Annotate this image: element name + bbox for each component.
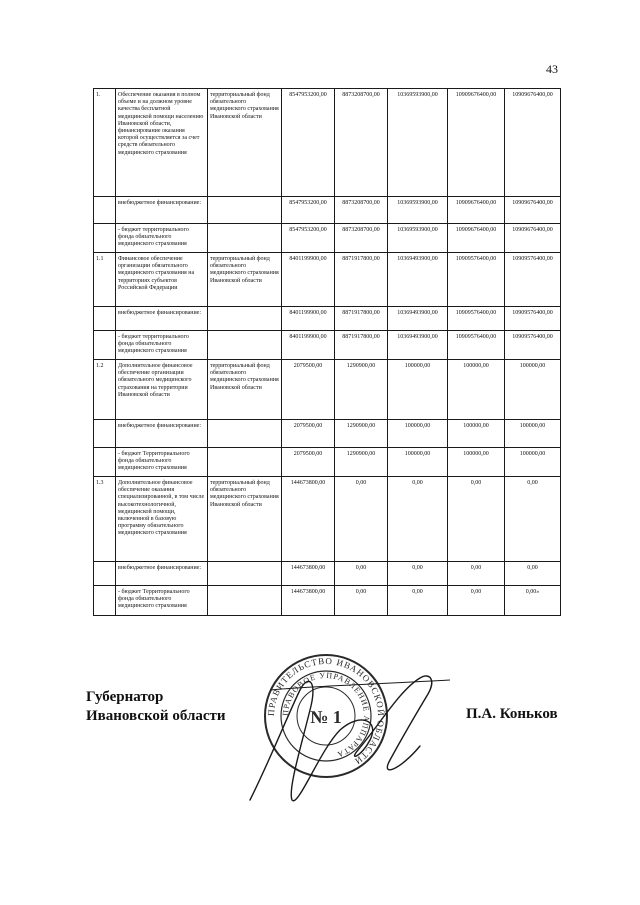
value-year5-cell: 10909576400,00	[505, 331, 561, 360]
value-year1-cell: 8401199900,00	[282, 307, 335, 331]
value-year2-cell: 8871917800,00	[335, 307, 388, 331]
value-year4-cell: 0,00	[448, 477, 505, 562]
row-description-cell: - бюджет Территориального фонда обязательного медицинского страхования	[116, 448, 208, 477]
row-index-cell	[94, 224, 116, 253]
value-year3-cell: 100000,00	[388, 360, 448, 420]
row-description-cell: внебюджетное финансирование:	[116, 197, 208, 224]
value-year3-cell: 10369493900,00	[388, 307, 448, 331]
value-year5-cell: 0,00	[505, 562, 561, 586]
table-row	[94, 562, 561, 586]
row-description-cell: внебюджетное финансирование:	[116, 420, 208, 448]
value-year5-cell: 10909576400,00	[505, 253, 561, 307]
value-year5-cell: 10909676400,00	[505, 89, 561, 197]
value-year2-cell: 8871917800,00	[335, 331, 388, 360]
row-organization-cell	[208, 224, 282, 253]
financing-table	[93, 88, 561, 616]
table-row	[94, 307, 561, 331]
value-year3-cell: 0,00	[388, 562, 448, 586]
value-year1-cell: 8547953200,00	[282, 197, 335, 224]
value-year4-cell: 10909576400,00	[448, 331, 505, 360]
row-description-cell: Дополнительное финансовое обеспечение оказания специализированной, в том числе высокотехнологичной, медицинской помощи, включенной в базовую программу обязательного медицинского страхования	[116, 477, 208, 562]
value-year3-cell: 10369493900,00	[388, 253, 448, 307]
value-year3-cell: 0,00	[388, 586, 448, 616]
row-description-cell: - бюджет территориального фонда обязательного медицинского страхования	[116, 331, 208, 360]
table-row	[94, 477, 561, 562]
row-organization-cell	[208, 448, 282, 477]
table-row	[94, 448, 561, 477]
value-year5-cell: 100000,00	[505, 448, 561, 477]
value-year2-cell: 1290900,00	[335, 448, 388, 477]
row-organization-cell: территориальный фонд обязательного медицинского страхования Ивановской области	[208, 360, 282, 420]
row-index-cell	[94, 448, 116, 477]
row-description-cell: внебюджетное финансирование:	[116, 307, 208, 331]
value-year3-cell: 0,00	[388, 477, 448, 562]
row-description-cell: - бюджет Территориального фонда обязательного медицинского страхования	[116, 586, 208, 616]
table-row	[94, 253, 561, 307]
seal-number: № 1	[310, 707, 342, 727]
signature-title	[86, 688, 226, 726]
value-year4-cell: 10909576400,00	[448, 307, 505, 331]
value-year4-cell: 0,00	[448, 586, 505, 616]
row-index-cell: 1.1	[94, 253, 116, 307]
row-description-cell: Дополнительное финансовое обеспечение организации обязательного медицинского страхования на территории Ивановской области	[116, 360, 208, 420]
value-year3-cell: 100000,00	[388, 448, 448, 477]
row-organization-cell	[208, 307, 282, 331]
seal-inner-text: ПРАВОВОЕ УПРАВЛЕНИЕ АППАРАТА	[280, 670, 372, 760]
table-row	[94, 224, 561, 253]
value-year5-cell: 100000,00	[505, 360, 561, 420]
row-description-cell: Финансовое обеспечение организации обязательного медицинского страхования на территориях субъектов Российской Федерации	[116, 253, 208, 307]
table-row	[94, 420, 561, 448]
row-index-cell	[94, 420, 116, 448]
signature-title-line1: Губернатор	[86, 689, 164, 705]
row-index-cell	[94, 586, 116, 616]
value-year5-cell: 10909676400,00	[505, 224, 561, 253]
table-row	[94, 586, 561, 616]
value-year1-cell: 8547953200,00	[282, 89, 335, 197]
table-row	[94, 89, 561, 197]
table-row	[94, 360, 561, 420]
value-year1-cell: 2079500,00	[282, 448, 335, 477]
table-row	[94, 331, 561, 360]
row-index-cell: 1.2	[94, 360, 116, 420]
value-year2-cell: 0,00	[335, 586, 388, 616]
value-year2-cell: 0,00	[335, 477, 388, 562]
value-year1-cell: 2079500,00	[282, 420, 335, 448]
signatory-name: П.А. Коньков	[466, 706, 558, 722]
value-year2-cell: 0,00	[335, 562, 388, 586]
value-year4-cell: 100000,00	[448, 420, 505, 448]
row-organization-cell: территориальный фонд обязательного медицинского страхования Ивановской области	[208, 253, 282, 307]
value-year5-cell: 10909676400,00	[505, 197, 561, 224]
value-year4-cell: 10909576400,00	[448, 253, 505, 307]
value-year3-cell: 100000,00	[388, 420, 448, 448]
row-index-cell: 1.3	[94, 477, 116, 562]
row-index-cell	[94, 562, 116, 586]
row-organization-cell	[208, 586, 282, 616]
page-number: 43	[546, 62, 558, 76]
row-organization-cell: территориальный фонд обязательного медицинского страхования Ивановской области	[208, 89, 282, 197]
value-year2-cell: 8873208700,00	[335, 89, 388, 197]
row-index-cell	[94, 307, 116, 331]
value-year2-cell: 1290900,00	[335, 420, 388, 448]
value-year2-cell: 8871917800,00	[335, 253, 388, 307]
row-organization-cell: территориальный фонд обязательного медицинского страхования Ивановской области	[208, 477, 282, 562]
value-year1-cell: 8401199900,00	[282, 253, 335, 307]
value-year4-cell: 100000,00	[448, 448, 505, 477]
value-year1-cell: 144673800,00	[282, 477, 335, 562]
value-year4-cell: 10909676400,00	[448, 89, 505, 197]
value-year2-cell: 8873208700,00	[335, 197, 388, 224]
value-year3-cell: 10369593900,00	[388, 89, 448, 197]
row-index-cell	[94, 331, 116, 360]
row-description-cell: - бюджет территориального фонда обязательного медицинского страхования	[116, 224, 208, 253]
value-year2-cell: 1290900,00	[335, 360, 388, 420]
seal-outer-text: ПРАВИТЕЛЬСТВО ИВАНОВСКОЙ ОБЛАСТИ	[265, 655, 387, 767]
value-year4-cell: 100000,00	[448, 360, 505, 420]
value-year3-cell: 10369593900,00	[388, 224, 448, 253]
value-year1-cell: 2079500,00	[282, 360, 335, 420]
row-organization-cell	[208, 562, 282, 586]
signature-title-line2: Ивановской области	[86, 707, 226, 724]
value-year1-cell: 144673800,00	[282, 586, 335, 616]
value-year4-cell: 0,00	[448, 562, 505, 586]
value-year2-cell: 8873208700,00	[335, 224, 388, 253]
row-index-cell	[94, 197, 116, 224]
row-organization-cell	[208, 197, 282, 224]
row-index-cell: 1.	[94, 89, 116, 197]
value-year4-cell: 10909676400,00	[448, 197, 505, 224]
value-year3-cell: 10369593900,00	[388, 197, 448, 224]
row-organization-cell	[208, 331, 282, 360]
table-row	[94, 197, 561, 224]
value-year5-cell: 100000,00	[505, 420, 561, 448]
row-organization-cell	[208, 420, 282, 448]
value-year4-cell: 10909676400,00	[448, 224, 505, 253]
handwritten-signature	[230, 650, 470, 810]
value-year5-cell: 0,00	[505, 477, 561, 562]
value-year5-cell: 0,00»	[505, 586, 561, 616]
value-year1-cell: 144673800,00	[282, 562, 335, 586]
row-description-cell: внебюджетное финансирование:	[116, 562, 208, 586]
value-year5-cell: 10909576400,00	[505, 307, 561, 331]
value-year1-cell: 8547953200,00	[282, 224, 335, 253]
value-year3-cell: 10369493900,00	[388, 331, 448, 360]
row-description-cell: Обеспечение оказания в полном объеме и на должном уровне качества бесплатной медицинской помощи населению Ивановской области, финансирование оказания которой осуществляется за счет средств обязательного медицинского страхования	[116, 89, 208, 197]
value-year1-cell: 8401199900,00	[282, 331, 335, 360]
